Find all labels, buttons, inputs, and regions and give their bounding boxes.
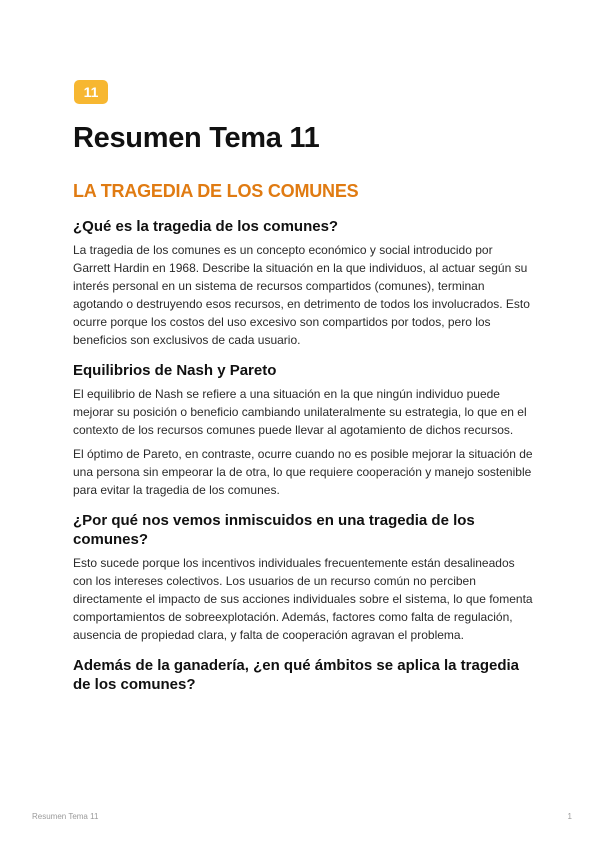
- footer-page-number: 1: [567, 812, 572, 821]
- block-heading: Además de la ganadería, ¿en qué ámbitos se aplica la tragedia de los comunes?: [73, 657, 519, 693]
- content-body: [73, 217, 533, 706]
- content-block-nash-pareto: [73, 361, 533, 499]
- content-block-other-areas: [73, 656, 533, 694]
- content-block-why: [73, 511, 533, 644]
- section-title: LA TRAGEDIA DE LOS COMUNES: [73, 181, 359, 201]
- block-paragraph: La tragedia de los comunes es un concepto económico y social introducido por Garrett Hardin en 1968. Describe la situación en la que individuos, al actuar según su interés personal en un sistema de recursos compartidos (comunes), terminan agotando o destruyendo esos recursos, en detrimento de todos los involucrados. Esto ocurre porque los costos del uso excesivo son compartidos por todos, pero los beneficios son exclusivos de cada usuario.: [73, 243, 530, 347]
- page-footer: [32, 812, 572, 821]
- block-heading: Equilibrios de Nash y Pareto: [73, 362, 277, 379]
- chapter-badge: 11: [74, 80, 108, 104]
- block-paragraph: El óptimo de Pareto, en contraste, ocurre cuando no es posible mejorar la situación de una persona sin empeorar la de otra, lo que requiere cooperación y manejo sostenible para evitar la tragedia de los comunes.: [73, 447, 533, 497]
- block-heading: ¿Qué es la tragedia de los comunes?: [73, 218, 339, 235]
- page-title: Resumen Tema 11: [73, 122, 320, 154]
- block-paragraph: Esto sucede porque los incentivos individuales frecuentemente están desalineados con los intereses colectivos. Los usuarios de un recurso común no perciben directamente el impacto de sus acciones individuales sobre el sistema, lo que fomenta comportamientos de sobreexplotación. Además, factores como falta de regulación, ausencia de propiedad clara, y falta de cooperación agravan el problema.: [73, 556, 533, 642]
- block-paragraph: El equilibrio de Nash se refiere a una situación en la que ningún individuo puede mejorar su posición o beneficio cambiando unilateralmente su estrategia, lo que en el contexto de los recursos comunes puede llevar al agotamiento de dichos recursos.: [73, 387, 527, 437]
- block-heading: ¿Por qué nos vemos inmiscuidos en una tragedia de los comunes?: [73, 512, 475, 548]
- content-block-what-is: [73, 217, 533, 349]
- footer-doc-title: Resumen Tema 11: [32, 812, 99, 821]
